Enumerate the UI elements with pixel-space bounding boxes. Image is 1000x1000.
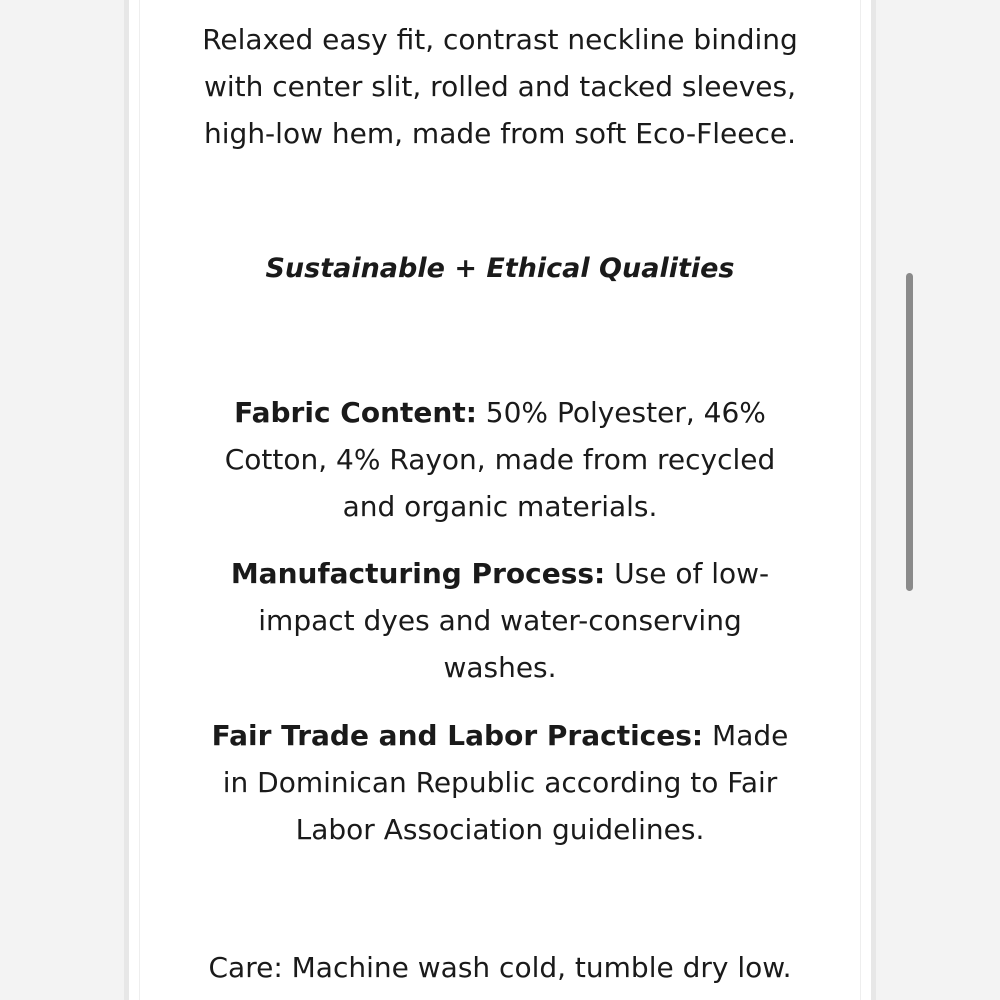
fair-trade-text: Made in Dominican Republic according to Fair Labor Association guidelines. [222, 719, 789, 846]
product-description: Relaxed easy fit, contrast neckline binding with center slit, rolled and tacked sleeves, high-low hem, made from soft Eco-Fleece. [202, 23, 798, 150]
product-details-panel[interactable] [139, 0, 861, 1000]
fair-trade-paragraph [198, 712, 802, 853]
manufacturing-process-text: Use of low-impact dyes and water-conserving washes. [258, 557, 770, 684]
fabric-content-label: Fabric Content: [234, 396, 477, 429]
fair-trade-label: Fair Trade and Labor Practices: [211, 719, 704, 752]
page-frame [124, 0, 876, 1000]
manufacturing-process-paragraph [198, 550, 802, 691]
section-heading-sustainable-ethical: Sustainable + Ethical Qualities [265, 253, 735, 284]
fabric-content-paragraph [198, 389, 802, 530]
product-description-content [198, 14, 802, 991]
manufacturing-process-label: Manufacturing Process: [230, 557, 606, 590]
vertical-scrollbar[interactable] [906, 273, 913, 591]
fabric-content-text: 50% Polyester, 46% Cotton, 4% Rayon, made from recycled and organic materials. [224, 396, 776, 523]
care-instructions: Care: Machine wash cold, tumble dry low. [208, 951, 792, 984]
